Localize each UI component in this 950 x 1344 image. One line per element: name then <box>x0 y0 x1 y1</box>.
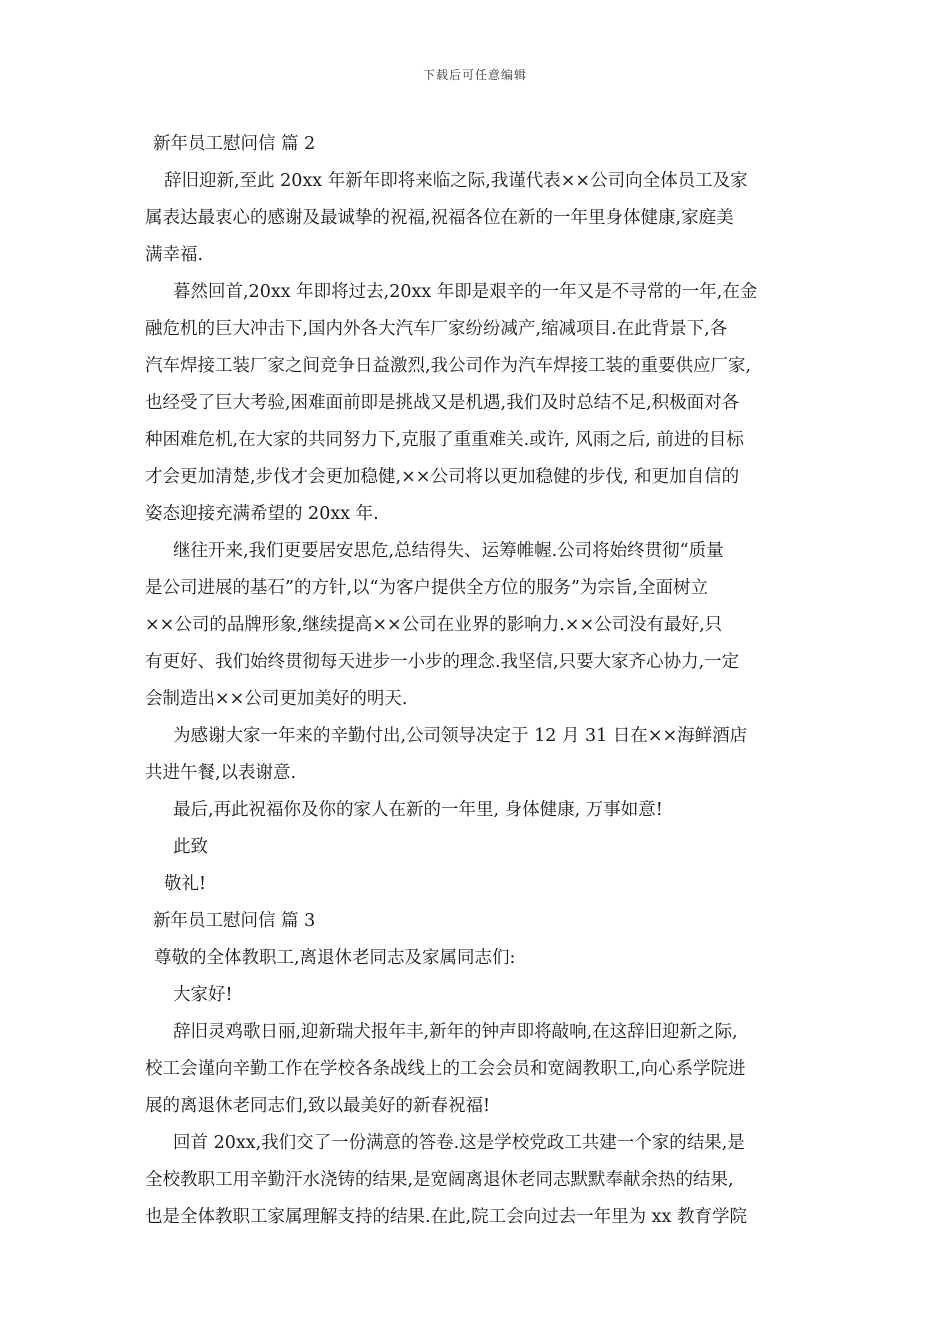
text-line: 会制造出××公司更加美好的明天. <box>145 689 408 709</box>
text-line: 汽车焊接工装厂家之间竞争日益激烈,我公司作为汽车焊接工装的重要供应厂家, <box>145 356 752 376</box>
text-line: 也经受了巨大考验,困难面前即是挑战又是机遇,我们及时总结不足,积极面对各 <box>145 393 740 413</box>
text-line: 大家好! <box>173 985 233 1005</box>
text-line: 有更好、我们始终贯彻每天进步一小步的理念.我坚信,只要大家齐心协力,一定 <box>145 652 740 672</box>
text-line: 满幸福. <box>145 245 204 265</box>
text-line: 辞旧迎新,至此 20xx 年新年即将来临之际,我谨代表××公司向全体员工及家 <box>164 171 748 191</box>
text-line: 回首 20xx,我们交了一份满意的答卷.这是学校党政工共建一个家的结果,是 <box>173 1133 745 1153</box>
section-title: 新年员工慰问信 篇 3 <box>153 911 316 931</box>
text-line: 尊敬的全体教职工,离退休老同志及家属同志们: <box>154 948 516 968</box>
section-title: 新年员工慰问信 篇 2 <box>153 134 316 154</box>
text-line: 是公司进展的基石”的方针,以“为客户提供全方位的服务”为宗旨,全面树立 <box>145 578 708 598</box>
text-line: 全校教职工用辛勤汗水浇铸的结果,是宽阔离退休老同志默默奉献余热的结果, <box>145 1170 734 1190</box>
text-line: ××公司的品牌形象,继续提高××公司在业界的影响力.××公司没有最好,只 <box>145 615 723 635</box>
text-line: 校工会谨向辛勤工作在学校各条战线上的工会会员和宽阔教职工,向心系学院进 <box>145 1059 746 1079</box>
text-line: 此致 <box>173 837 208 857</box>
text-line: 最后,再此祝福你及你的家人在新的一年里, 身体健康, 万事如意! <box>173 800 663 820</box>
text-line: 属表达最衷心的感谢及最诚挚的祝福,祝福各位在新的一年里身体健康,家庭美 <box>145 208 734 228</box>
text-line: 融危机的巨大冲击下,国内外各大汽车厂家纷纷减产,缩减项目.在此背景下,各 <box>145 319 728 339</box>
text-line: 继往开来,我们更要居安思危,总结得失、运筹帷幄.公司将始终贯彻“质量 <box>173 541 724 561</box>
text-line: 敬礼! <box>164 874 207 894</box>
document-body <box>145 126 815 1236</box>
text-line: 共进午餐,以表谢意. <box>145 763 297 783</box>
text-line: 姿态迎接充满希望的 20xx 年. <box>145 504 379 524</box>
text-line: 种困难危机,在大家的共同努力下,克服了重重难关.或许, 风雨之后, 前进的目标 <box>145 430 744 450</box>
text-line: 也是全体教职工家属理解支持的结果.在此,院工会向过去一年里为 xx 教育学院 <box>145 1207 747 1227</box>
page-header: 下载后可任意编辑 <box>422 68 527 82</box>
text-line: 暮然回首,20xx 年即将过去,20xx 年即是艰辛的一年又是不寻常的一年,在金 <box>173 282 758 302</box>
text-line: 为感谢大家一年来的辛勤付出,公司领导决定于 12 月 31 日在××海鲜酒店 <box>173 726 748 746</box>
text-line: 辞旧灵鸡歌日丽,迎新瑞犬报年丰,新年的钟声即将敲响,在这辞旧迎新之际, <box>173 1022 738 1042</box>
text-line: 才会更加清楚,步伐才会更加稳健,××公司将以更加稳健的步伐, 和更加自信的 <box>145 467 740 487</box>
text-line: 展的离退休老同志们,致以最美好的新春祝福! <box>145 1096 491 1116</box>
